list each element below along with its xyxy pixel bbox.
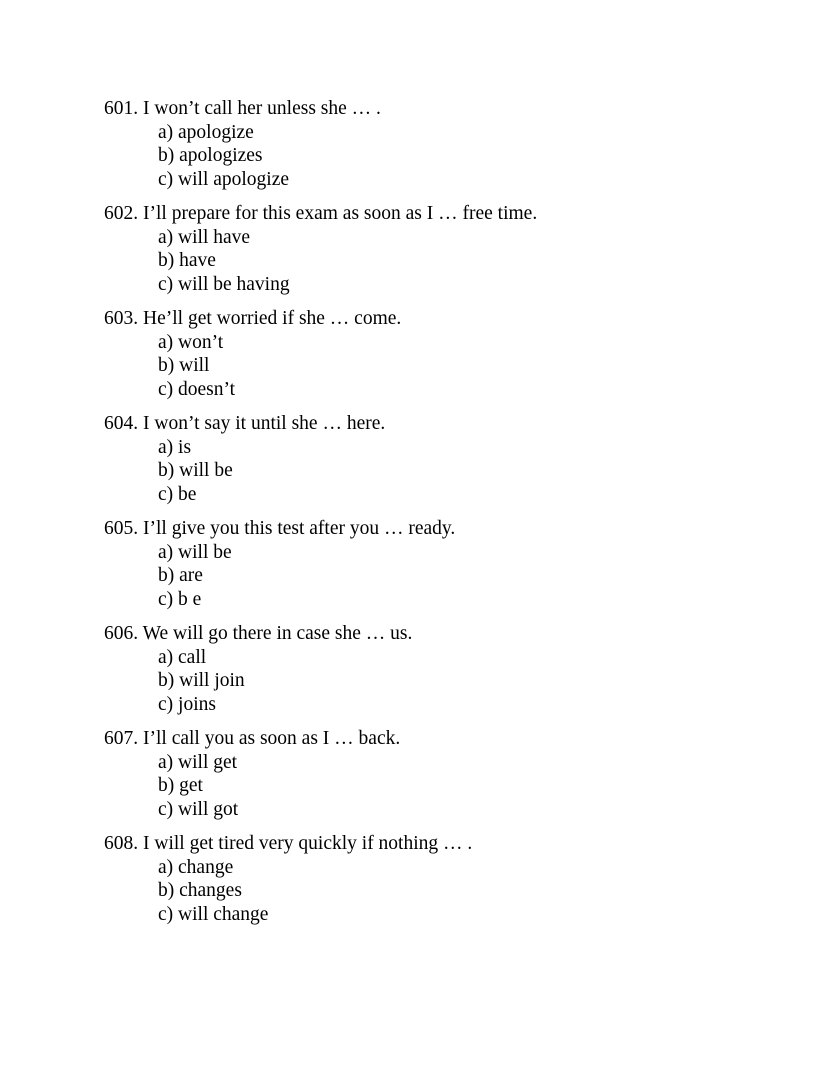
option-a: a) will have — [158, 226, 251, 248]
option-a: a) will be — [158, 541, 232, 563]
option-list — [158, 121, 784, 192]
option-list — [158, 226, 784, 297]
option-list — [158, 856, 784, 927]
question-602 — [104, 202, 784, 296]
option-c: c) joins — [158, 693, 216, 715]
option-b: b) are — [158, 565, 203, 586]
question-608 — [104, 832, 784, 926]
option-a: a) won’t — [158, 331, 224, 353]
option-list — [158, 646, 784, 717]
option-c: c) will be having — [158, 273, 290, 295]
option-c: c) will got — [158, 798, 239, 820]
question-text: 608. I will get tired very quickly if nothing … . — [104, 833, 473, 854]
option-b: b) will be — [158, 460, 233, 481]
question-list — [104, 97, 784, 937]
option-c: c) doesn’t — [158, 378, 236, 400]
option-a: a) is — [158, 436, 192, 458]
option-list — [158, 331, 784, 402]
question-text: 601. I won’t call her unless she … . — [104, 98, 381, 119]
option-c: c) will apologize — [158, 168, 290, 190]
question-text: 605. I’ll give you this test after you … ready. — [104, 518, 456, 539]
question-606 — [104, 622, 784, 716]
question-603 — [104, 307, 784, 401]
option-a: a) call — [158, 646, 207, 668]
option-list — [158, 436, 784, 507]
option-c: c) be — [158, 483, 197, 505]
option-a: a) apologize — [158, 121, 254, 143]
question-605 — [104, 517, 784, 611]
question-text: 606. We will go there in case she … us. — [104, 623, 413, 644]
question-text: 607. I’ll call you as soon as I … back. — [104, 728, 401, 749]
option-b: b) will — [158, 355, 210, 376]
option-b: b) apologizes — [158, 145, 263, 166]
option-c: c) b e — [158, 588, 202, 610]
option-b: b) changes — [158, 880, 242, 901]
option-b: b) get — [158, 775, 203, 796]
question-604 — [104, 412, 784, 506]
question-607 — [104, 727, 784, 821]
option-b: b) will join — [158, 670, 245, 691]
question-601 — [104, 97, 784, 191]
option-b: b) have — [158, 250, 216, 271]
option-a: a) change — [158, 856, 234, 878]
option-a: a) will get — [158, 751, 238, 773]
option-c: c) will change — [158, 903, 269, 925]
option-list — [158, 541, 784, 612]
question-text: 602. I’ll prepare for this exam as soon as I … free time. — [104, 203, 538, 224]
question-text: 603. He’ll get worried if she … come. — [104, 308, 402, 329]
question-text: 604. I won’t say it until she … here. — [104, 413, 386, 434]
option-list — [158, 751, 784, 822]
